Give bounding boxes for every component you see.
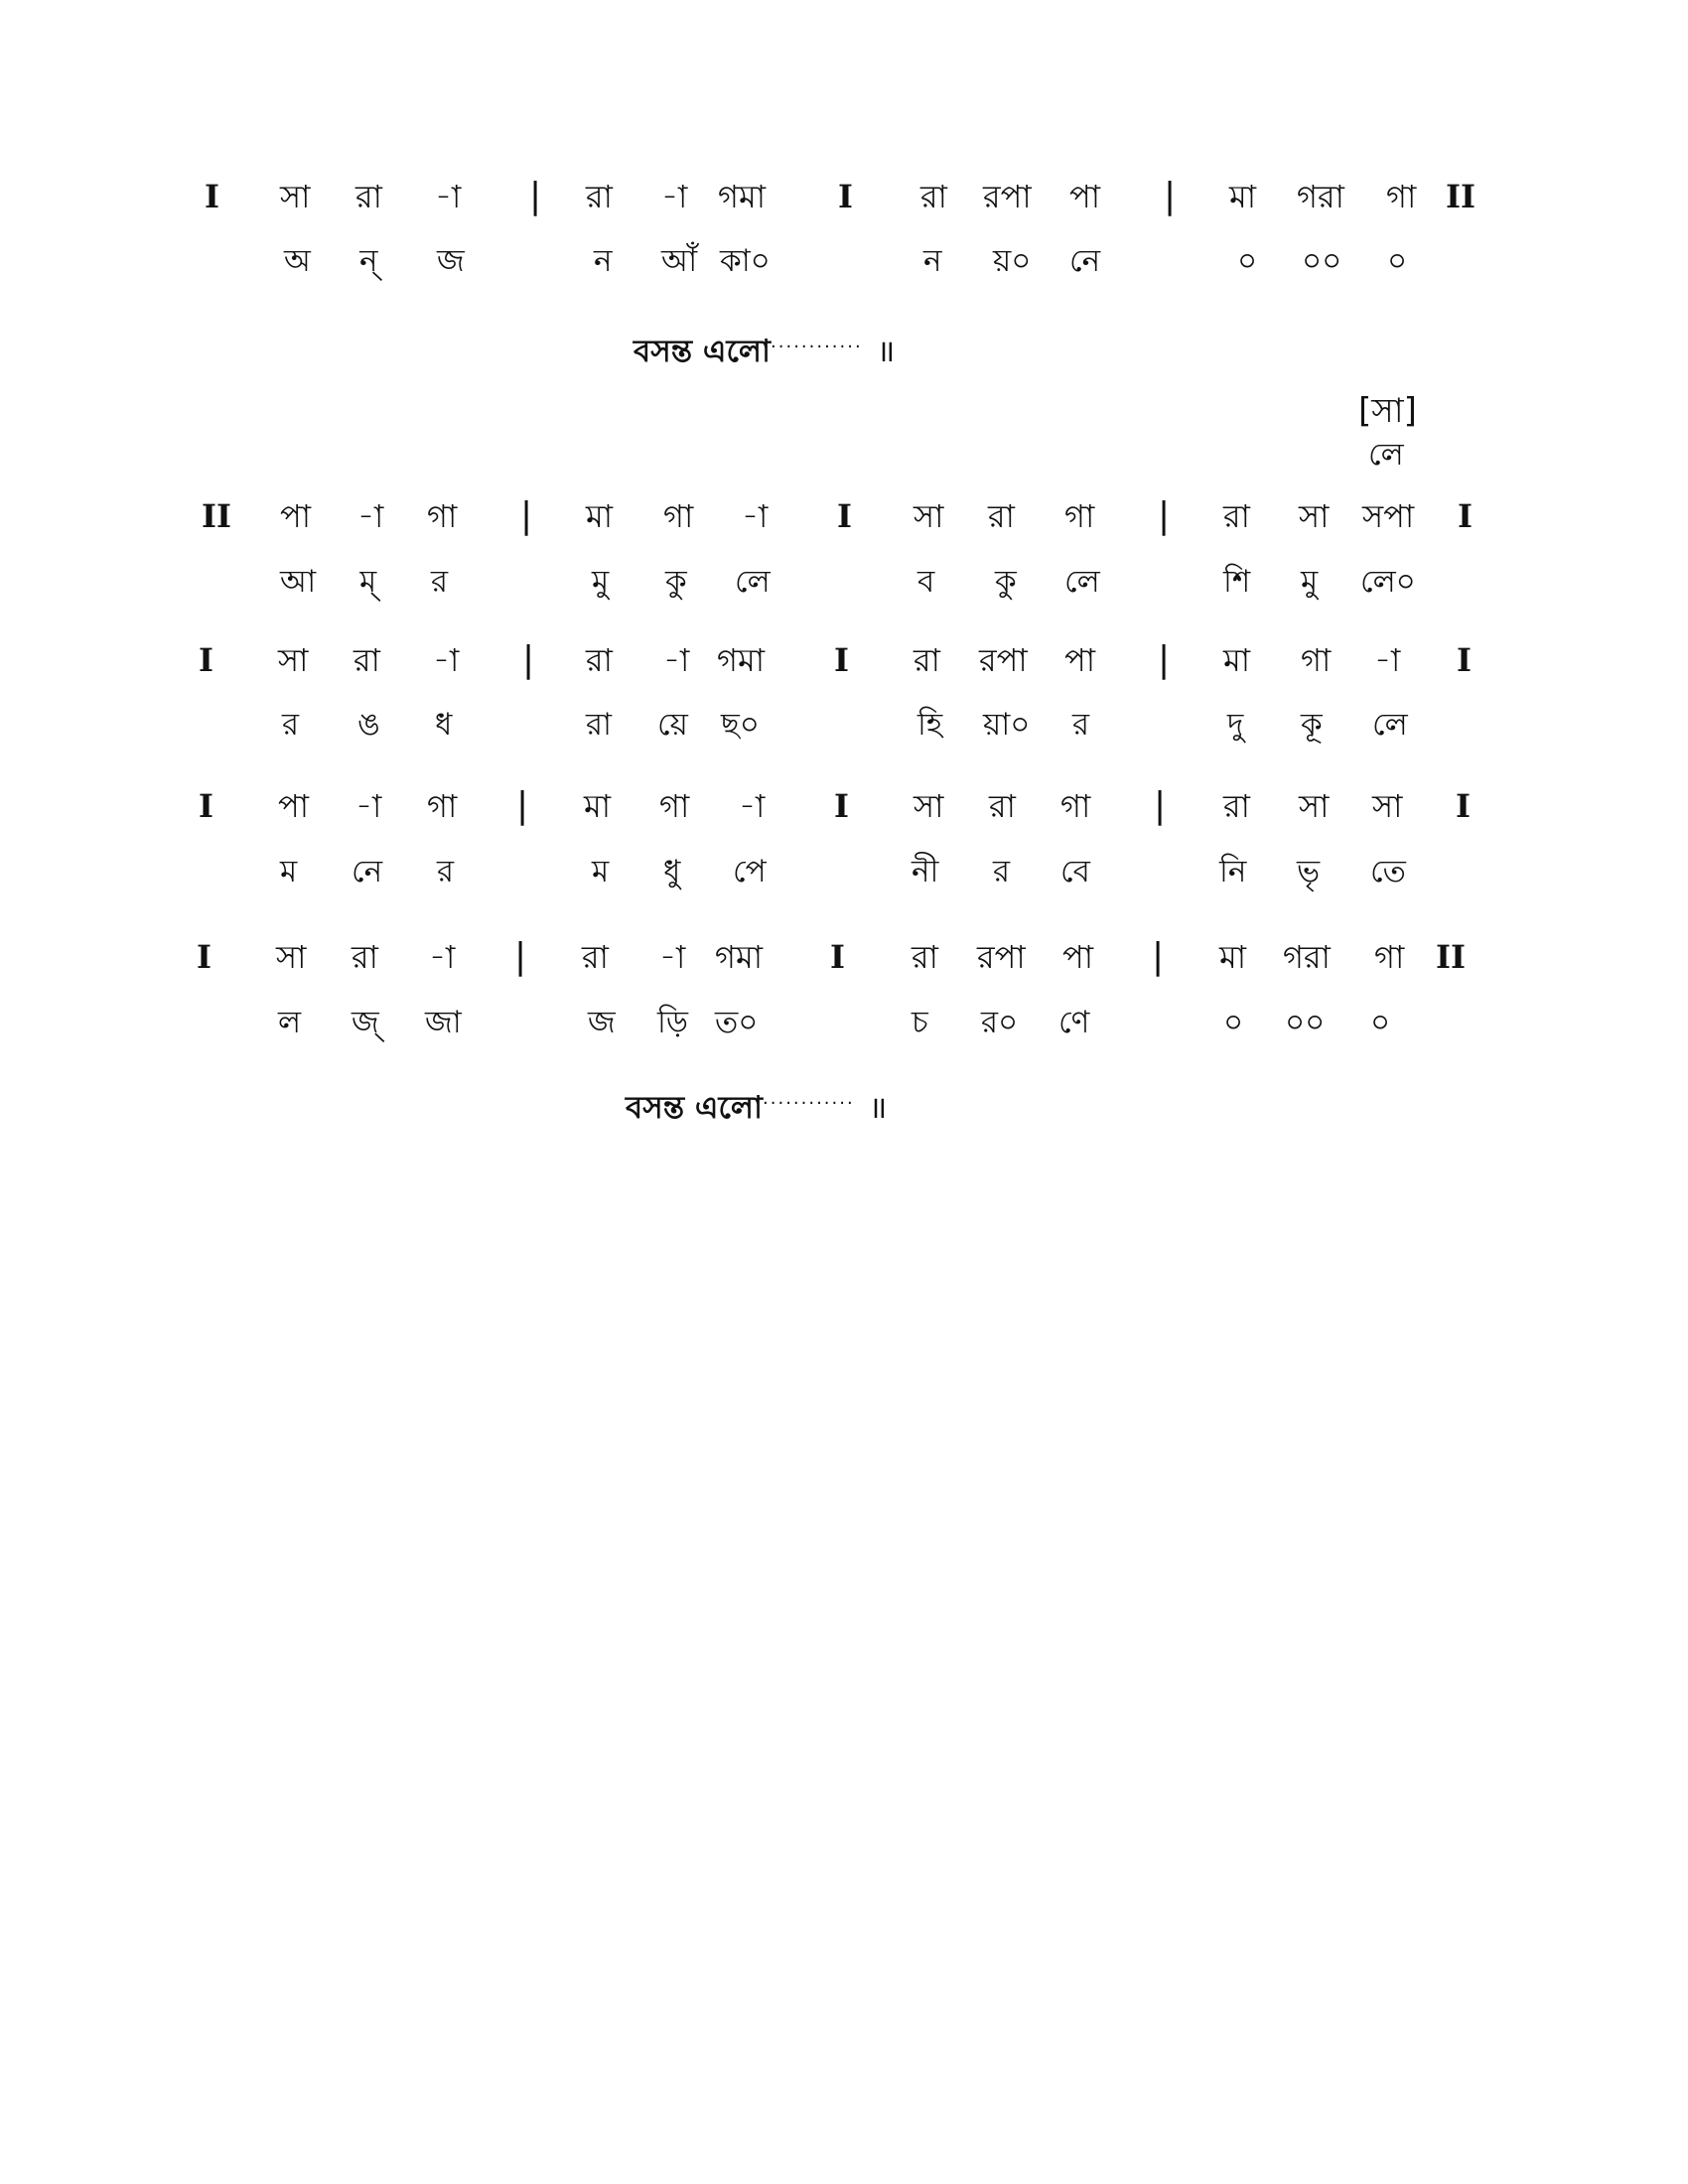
bar-line: I [830, 938, 845, 976]
lyric-syllable: অ [284, 243, 311, 279]
lyric-syllable: কু [995, 564, 1017, 600]
lyric-syllable: নে [1069, 243, 1101, 279]
beat-divider: | [516, 785, 529, 826]
lyric-syllable: ত০ [715, 1005, 759, 1040]
note: সা [278, 641, 309, 679]
notation-row [0, 640, 1688, 680]
note: রা [352, 938, 378, 976]
beat-divider: | [1152, 936, 1165, 977]
lyric-syllable: লে [735, 564, 771, 600]
lyric-syllable: লে [1372, 707, 1408, 743]
lyric-syllable: য়০ [993, 243, 1032, 279]
note: পা [1064, 641, 1096, 679]
bar-line: I [205, 178, 219, 215]
lyric-syllable: ০ [1387, 243, 1408, 279]
refrain-line [633, 328, 895, 379]
note: রপা [983, 178, 1032, 215]
note: রা [1223, 497, 1250, 535]
note: -া [1374, 641, 1401, 679]
note: সা [1372, 787, 1403, 825]
note: পা [278, 787, 310, 825]
lyric-syllable: ছ০ [721, 707, 760, 743]
note: রা [355, 178, 382, 215]
bar-line: I [1456, 787, 1471, 825]
beat-divider: | [1158, 639, 1171, 680]
notation-row [0, 786, 1688, 826]
bar-line: I [199, 787, 213, 825]
refrain-end-mark: ॥ [876, 334, 896, 369]
refrain-text: বসন্ত এলো [626, 1090, 764, 1126]
refrain-line [626, 1084, 887, 1136]
lyric-syllable: ব [917, 564, 935, 600]
refrain-text: বসন্ত এলো [633, 334, 772, 369]
note: রা [989, 787, 1016, 825]
lyric-syllable: ০ [1237, 243, 1258, 279]
note: রা [914, 641, 940, 679]
lyric-syllable: মু [592, 564, 610, 600]
lyric-syllable: বে [1060, 854, 1090, 889]
note: গা [1064, 497, 1095, 535]
lyric-syllable: র০ [981, 1005, 1019, 1040]
pickup-lyric: লে [1368, 437, 1404, 473]
note: সা [914, 787, 944, 825]
note: গা [1374, 938, 1405, 976]
lyric-syllable: ০০ [1302, 243, 1342, 279]
bar-line: I [199, 641, 213, 679]
note: সপা [1362, 497, 1415, 535]
lyric-syllable: দু [1227, 707, 1244, 743]
note: গমা [715, 938, 764, 976]
notation-row [0, 177, 1688, 216]
lyric-syllable: কা০ [720, 243, 771, 279]
note: -া [429, 938, 456, 976]
note: মা [586, 497, 614, 535]
lyric-syllable: হি [917, 707, 943, 743]
lyric-syllable: লে [1064, 564, 1100, 600]
note: রা [586, 641, 613, 679]
bar-line: I [834, 641, 849, 679]
lyric-syllable: জা [425, 1005, 462, 1040]
lyric-syllable: আঁ [661, 243, 698, 279]
lyric-row [0, 562, 1688, 602]
beat-divider: | [520, 495, 533, 536]
beat-divider: | [529, 176, 542, 216]
note: রপা [977, 938, 1026, 976]
bar-line: I [834, 787, 849, 825]
note: -া [739, 787, 766, 825]
note: -া [742, 497, 769, 535]
lyric-syllable: তে [1370, 854, 1406, 889]
lyric-syllable: কু [665, 564, 687, 600]
beat-divider: | [522, 639, 535, 680]
bar-line: II [202, 497, 231, 535]
lyric-syllable: ০ [1223, 1005, 1244, 1040]
lyric-syllable: ন্ [359, 243, 378, 279]
note: পা [1062, 938, 1094, 976]
lyric-syllable: জ [588, 1005, 616, 1040]
lyric-syllable: র [431, 564, 449, 600]
lyric-syllable: জ্ [352, 1005, 379, 1040]
note: পা [280, 497, 312, 535]
note: মা [1229, 178, 1257, 215]
lyric-syllable: চ [912, 1005, 928, 1040]
lyric-row [0, 1003, 1688, 1042]
beat-divider: | [1164, 176, 1177, 216]
note: রপা [979, 641, 1028, 679]
lyric-syllable: ম [592, 854, 610, 889]
note: রা [582, 938, 609, 976]
lyric-syllable: ঙ [357, 707, 380, 743]
lyric-syllable: ন [594, 243, 613, 279]
note: রা [586, 178, 613, 215]
lyric-syllable: ম [280, 854, 298, 889]
note: গমা [718, 178, 767, 215]
note: রা [1223, 787, 1250, 825]
bar-line: I [1457, 641, 1472, 679]
note: সা [1299, 497, 1330, 535]
note: মা [584, 787, 612, 825]
lyric-syllable: ণে [1058, 1005, 1090, 1040]
lyric-row [0, 852, 1688, 891]
notation-row [0, 937, 1688, 977]
lyric-syllable: ন [923, 243, 942, 279]
note: গমা [717, 641, 766, 679]
refrain-dots: ............ [763, 1088, 855, 1109]
note: -া [661, 178, 688, 215]
note: সা [280, 178, 311, 215]
note: গরা [1297, 178, 1344, 215]
bar-line: II [1436, 938, 1466, 976]
note: সা [914, 497, 944, 535]
lyric-syllable: আ [280, 564, 317, 600]
lyric-syllable: র [1072, 707, 1090, 743]
lyric-syllable: শি [1223, 564, 1251, 600]
note: গা [1060, 787, 1091, 825]
note: পা [1069, 178, 1101, 215]
lyric-syllable: য়ে [657, 707, 688, 743]
note: -া [433, 641, 460, 679]
note: গা [1386, 178, 1417, 215]
note: রা [353, 641, 380, 679]
lyric-syllable: ধ [435, 707, 453, 743]
note: রা [912, 938, 938, 976]
note: সা [1299, 787, 1330, 825]
note: মা [1223, 641, 1251, 679]
notation-row [0, 496, 1688, 536]
lyric-syllable: ল [278, 1005, 302, 1040]
lyric-syllable: লে০ [1360, 564, 1416, 600]
lyric-syllable: জ [437, 243, 465, 279]
lyric-row [0, 241, 1688, 281]
beat-divider: | [514, 936, 527, 977]
bar-line: I [1458, 497, 1473, 535]
beat-divider: | [1158, 495, 1171, 536]
note: -া [355, 787, 382, 825]
refrain-end-mark: ॥ [868, 1090, 888, 1126]
bar-line: I [837, 497, 852, 535]
lyric-syllable: র [282, 707, 300, 743]
lyric-syllable: ড়ি [657, 1005, 688, 1040]
note: গা [659, 787, 690, 825]
lyric-syllable: র [993, 854, 1011, 889]
lyric-syllable: কূ [1301, 707, 1323, 743]
lyric-syllable: রা [586, 707, 613, 743]
lyric-syllable: মু [1301, 564, 1319, 600]
note: গা [427, 787, 458, 825]
lyric-syllable: ম্ [359, 564, 377, 600]
lyric-syllable: ভৃ [1297, 854, 1321, 889]
bar-line: II [1446, 178, 1476, 215]
lyric-syllable: র [437, 854, 455, 889]
note: গা [663, 497, 694, 535]
lyric-syllable: নী [912, 854, 939, 889]
lyric-syllable: ০ [1370, 1005, 1391, 1040]
beat-divider: | [1154, 785, 1167, 826]
lyric-syllable: ০০ [1285, 1005, 1326, 1040]
note: -া [357, 497, 384, 535]
note: গা [427, 497, 458, 535]
refrain-dots: ............ [771, 332, 863, 352]
lyric-syllable: ধু [663, 854, 681, 889]
lyric-syllable: য়া০ [983, 707, 1031, 743]
note: গা [1301, 641, 1332, 679]
lyric-syllable: পে [733, 854, 767, 889]
note: মা [1219, 938, 1247, 976]
note: -া [659, 938, 686, 976]
note: রা [920, 178, 947, 215]
note: -া [663, 641, 690, 679]
lyric-syllable: নে [352, 854, 383, 889]
note: রা [988, 497, 1015, 535]
note: সা [276, 938, 307, 976]
bar-line: I [838, 178, 853, 215]
lyric-row [0, 705, 1688, 745]
note: গরা [1283, 938, 1331, 976]
lyric-syllable: নি [1219, 854, 1247, 889]
bar-line: I [197, 938, 211, 976]
note: -া [435, 178, 462, 215]
pickup-note: [সা] [1358, 391, 1417, 431]
